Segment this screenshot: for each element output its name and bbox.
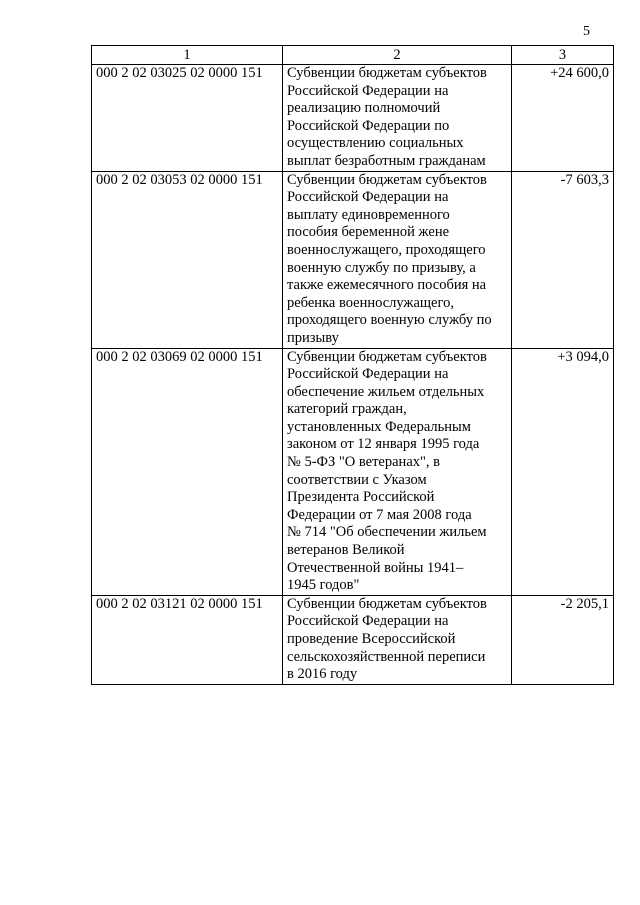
description	[283, 65, 512, 172]
table-header-row	[92, 46, 614, 65]
description-line: сельскохозяйственной переписи	[287, 648, 486, 665]
description-line: обеспечение жильем отдельных	[287, 383, 485, 400]
amount: -2 205,1	[512, 595, 614, 684]
table-row	[92, 171, 614, 348]
description-line: № 5-ФЗ "О ветеранах", в	[287, 454, 441, 471]
description-line: в 2016 году	[287, 666, 358, 683]
description-line: также ежемесячного пособия на	[287, 277, 487, 294]
description-line: установленных Федеральным	[287, 418, 471, 435]
description-line: пособия беременной жене	[287, 224, 450, 241]
description-line: Субвенции бюджетам субъектов	[287, 171, 487, 188]
description-line: Российской Федерации на	[287, 613, 449, 630]
description-line: Президента Российской	[287, 489, 435, 506]
description-line: Российской Федерации на	[287, 82, 449, 99]
description-line: осуществлению социальных	[287, 135, 464, 152]
description-line: военнослужащего, проходящего	[287, 241, 486, 258]
description-line: № 714 "Об обеспечении жильем	[287, 524, 487, 541]
description-line: ребенка военнослужащего,	[287, 294, 454, 311]
column-header-amount: 3	[512, 46, 614, 65]
description-line: Субвенции бюджетам субъектов	[287, 348, 487, 365]
description	[283, 171, 512, 348]
amount: -7 603,3	[512, 171, 614, 348]
amount: +3 094,0	[512, 348, 614, 595]
description-line: реализацию полномочий	[287, 100, 441, 117]
description-line: военную службу по призыву, а	[287, 259, 476, 276]
description-line: выплату единовременного	[287, 206, 450, 223]
description-line: соответствии с Указом	[287, 471, 427, 488]
description-line: Российской Федерации по	[287, 117, 450, 134]
description-line: проведение Всероссийской	[287, 631, 456, 647]
budget-code: 000 2 02 03069 02 0000 151	[92, 348, 283, 595]
budget-code: 000 2 02 03121 02 0000 151	[92, 595, 283, 684]
description-line: проходящего военную службу по	[287, 312, 492, 329]
description-line: Отечественной войны 1941–	[287, 559, 464, 576]
amount: +24 600,0	[512, 65, 614, 172]
description-line: Российской Федерации на	[287, 189, 449, 206]
table-row	[92, 595, 614, 684]
column-header-code: 1	[92, 46, 283, 65]
budget-table	[91, 45, 614, 685]
description-line: ветеранов Великой	[287, 542, 405, 559]
page-number: 5	[583, 24, 590, 39]
budget-code: 000 2 02 03025 02 0000 151	[92, 65, 283, 172]
table-row	[92, 348, 614, 595]
description-line: Федерации от 7 мая 2008 года	[287, 506, 472, 523]
description-line: выплат безработным гражданам	[287, 152, 486, 169]
description	[283, 348, 512, 595]
description-line: призыву	[287, 329, 339, 346]
description	[283, 595, 512, 684]
description-line: категорий граждан,	[287, 401, 407, 418]
table-row	[92, 65, 614, 172]
column-header-description: 2	[283, 46, 512, 65]
description-line: 1945 годов"	[287, 577, 360, 594]
budget-code: 000 2 02 03053 02 0000 151	[92, 171, 283, 348]
description-line: Субвенции бюджетам субъектов	[287, 65, 487, 81]
description-line: Российской Федерации на	[287, 366, 449, 383]
description-line: Субвенции бюджетам субъектов	[287, 595, 487, 612]
description-line: законом от 12 января 1995 года	[287, 436, 480, 453]
